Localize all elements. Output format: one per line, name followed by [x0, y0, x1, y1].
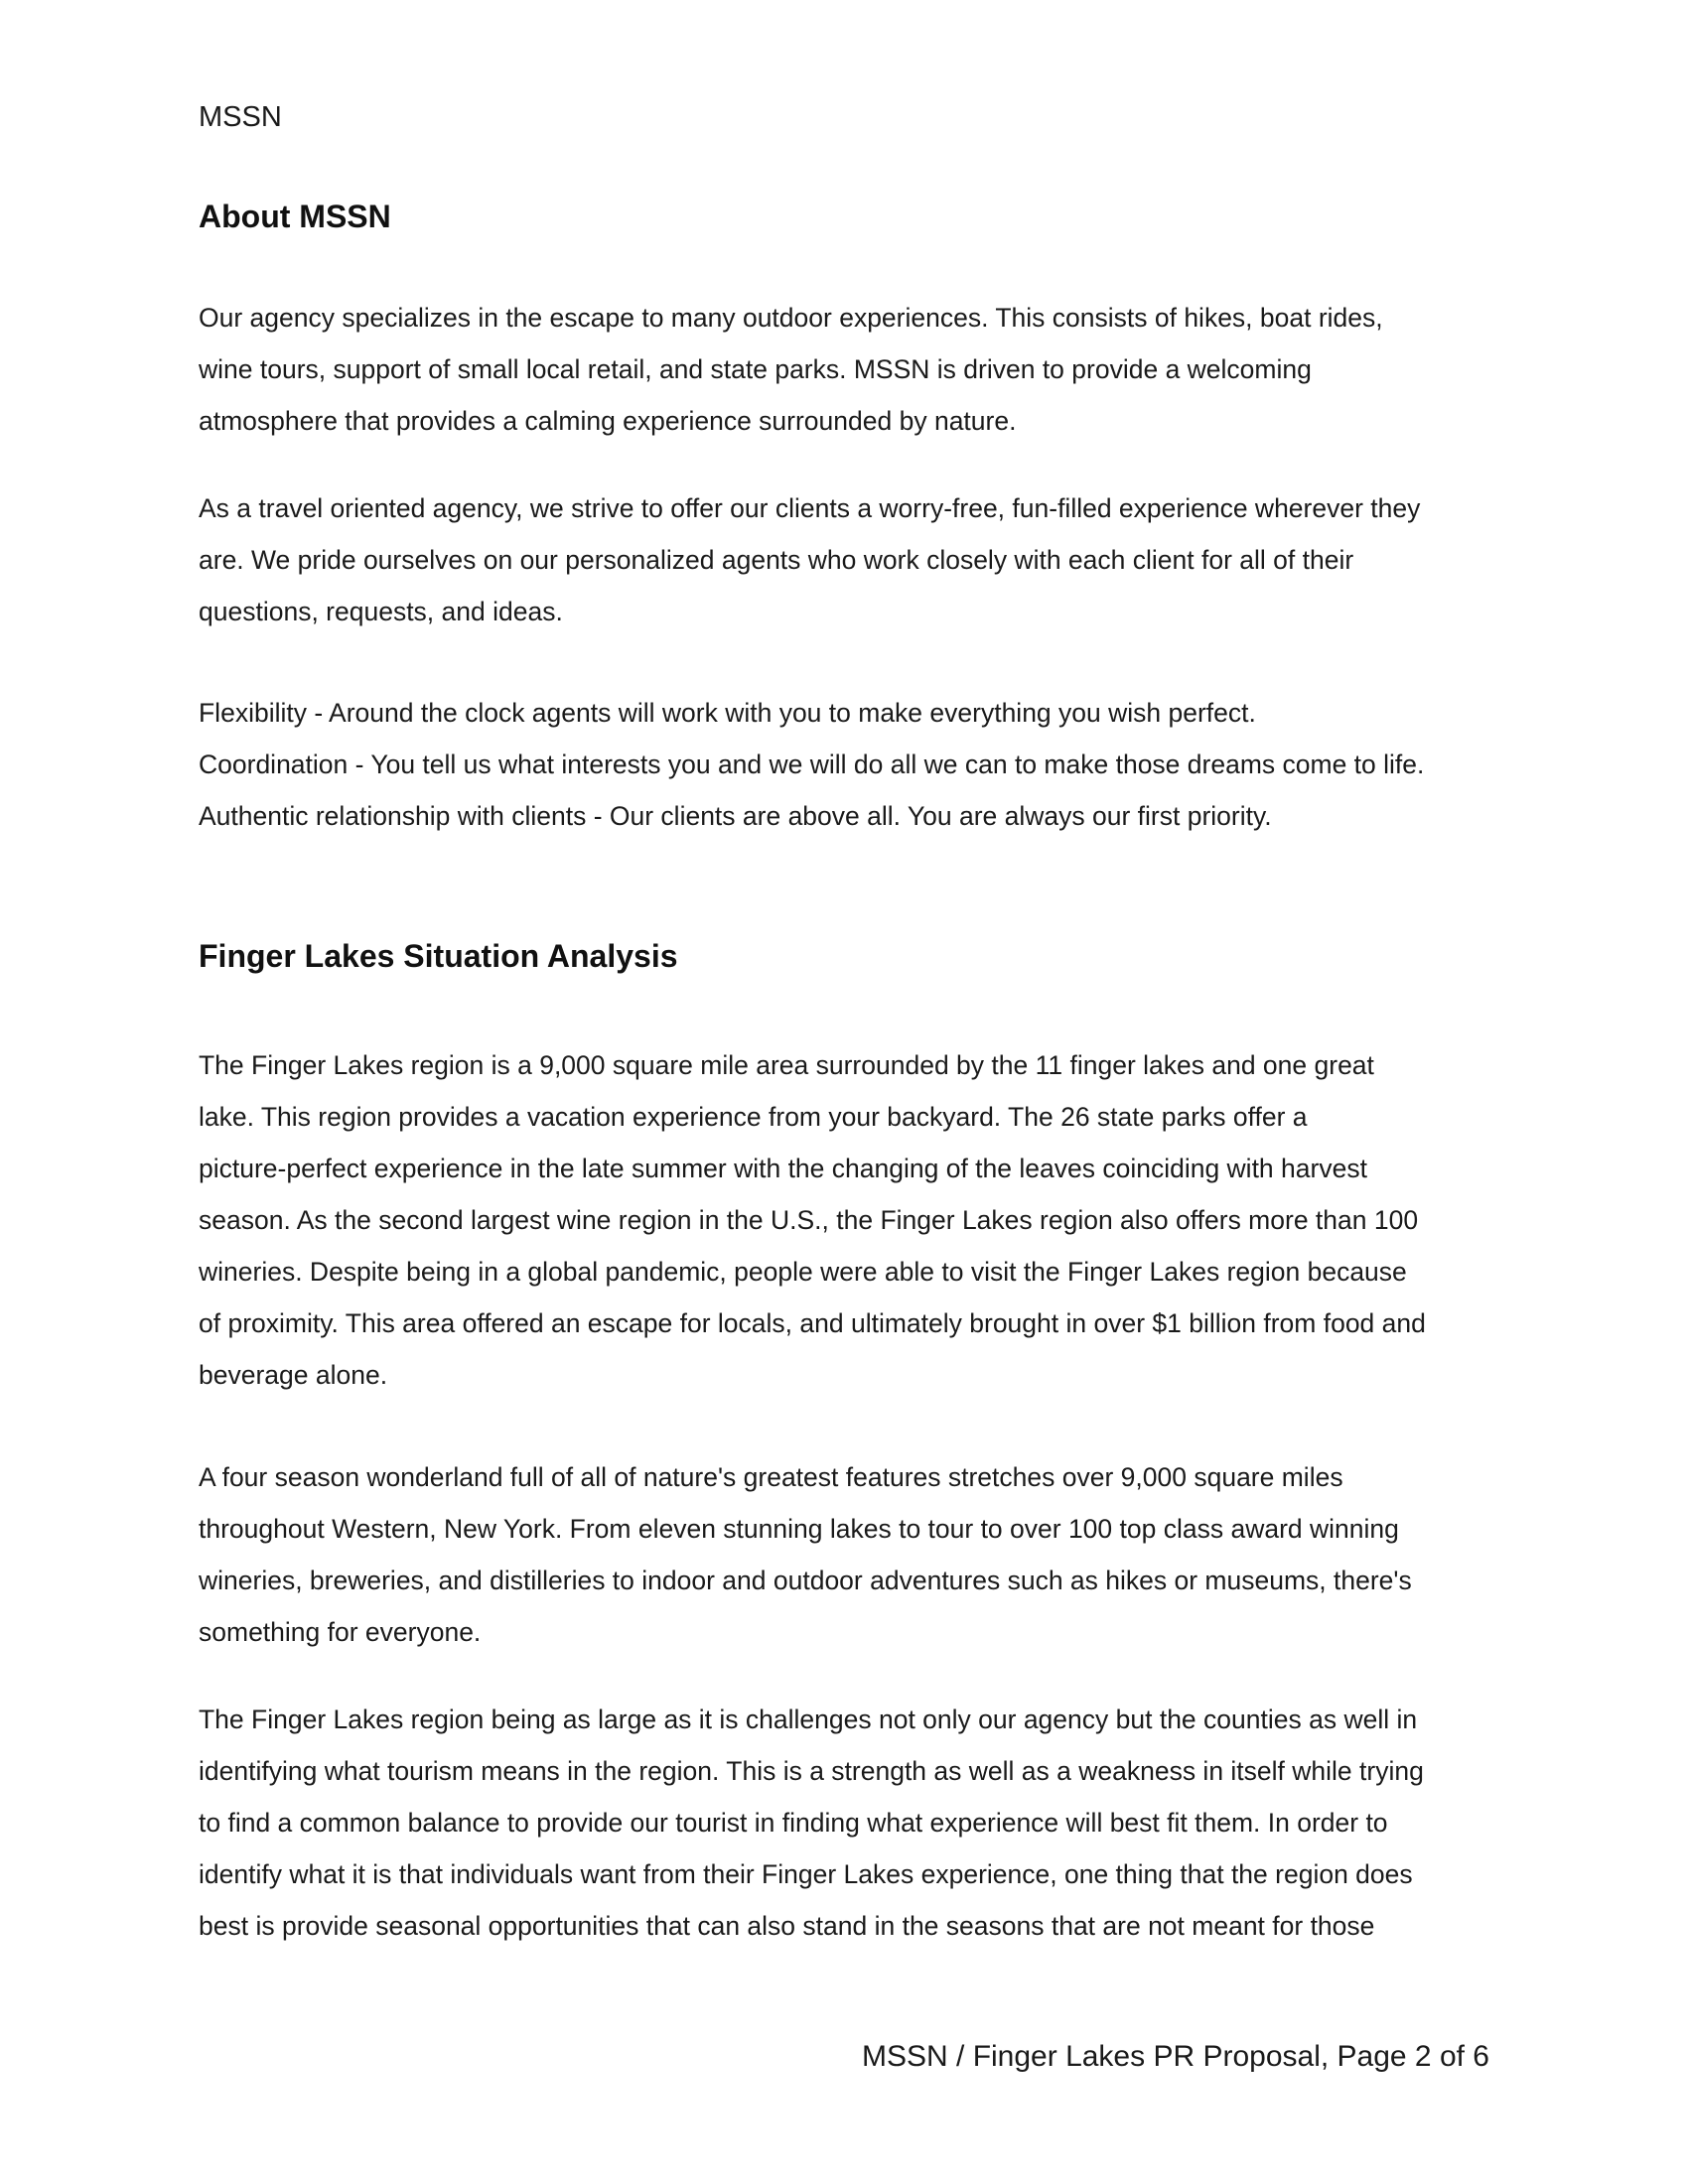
text-line: are. We pride ourselves on our personalized agents who work closely with each client for all of their — [199, 545, 1354, 575]
text-line: Our agency specializes in the escape to many outdoor experiences. This consists of hikes, boat rides, — [199, 303, 1383, 333]
text-line: best is provide seasonal opportunities that can also stand in the seasons that are not meant for those — [199, 1911, 1375, 1941]
text-line: wineries, breweries, and distilleries to indoor and outdoor adventures such as hikes or museums, there's — [199, 1566, 1412, 1595]
text-line: to find a common balance to provide our tourist in finding what experience will best fit them. In order to — [199, 1808, 1388, 1838]
text-line: wineries. Despite being in a global pandemic, people were able to visit the Finger Lakes region because — [199, 1257, 1407, 1287]
situation-paragraph-3 — [199, 1694, 1489, 1952]
text-line: identifying what tourism means in the region. This is a strength as well as a weakness in itself while trying — [199, 1756, 1424, 1786]
situation-heading: Finger Lakes Situation Analysis — [199, 938, 678, 974]
page-footer: MSSN / Finger Lakes PR Proposal, Page 2 of 6 — [862, 2040, 1489, 2073]
text-line: The Finger Lakes region being as large as it is challenges not only our agency but the counties as well in — [199, 1705, 1418, 1734]
situation-paragraph-1 — [199, 1039, 1489, 1401]
value-flexibility: Flexibility - Around the clock agents will work with you to make everything you wish perfect. — [199, 698, 1256, 728]
text-line: season. As the second largest wine region in the U.S., the Finger Lakes region also offers more than 100 — [199, 1205, 1419, 1235]
value-authentic-relationship: Authentic relationship with clients - Our clients are above all. You are always our first priority. — [199, 801, 1272, 831]
text-line: questions, requests, and ideas. — [199, 597, 563, 626]
value-coordination: Coordination - You tell us what interests you and we will do all we can to make those dreams come to life. — [199, 750, 1425, 779]
text-line: beverage alone. — [199, 1360, 388, 1390]
text-line: atmosphere that provides a calming experience surrounded by nature. — [199, 406, 1017, 436]
about-heading: About MSSN — [199, 199, 391, 234]
text-line: something for everyone. — [199, 1617, 482, 1647]
text-line: identify what it is that individuals want from their Finger Lakes experience, one thing that the region does — [199, 1859, 1413, 1889]
text-line: As a travel oriented agency, we strive to offer our clients a worry-free, fun-filled experience wherever they — [199, 493, 1421, 523]
text-line: of proximity. This area offered an escape for locals, and ultimately brought in over $1 billion from food and — [199, 1308, 1426, 1338]
situation-paragraph-2 — [199, 1451, 1489, 1658]
about-paragraph-2 — [199, 482, 1489, 637]
text-line: picture-perfect experience in the late summer with the changing of the leaves coinciding with harvest — [199, 1154, 1367, 1183]
about-values-list — [199, 687, 1489, 842]
about-paragraph-1 — [199, 292, 1489, 447]
text-line: The Finger Lakes region is a 9,000 square mile area surrounded by the 11 finger lakes and one great — [199, 1050, 1374, 1080]
page-header-label: MSSN — [199, 101, 282, 133]
text-line: A four season wonderland full of all of nature's greatest features stretches over 9,000 square miles — [199, 1462, 1343, 1492]
text-line: wine tours, support of small local retail, and state parks. MSSN is driven to provide a welcoming — [199, 354, 1312, 384]
text-line: lake. This region provides a vacation experience from your backyard. The 26 state parks offer a — [199, 1102, 1308, 1132]
text-line: throughout Western, New York. From eleven stunning lakes to tour to over 100 top class award winning — [199, 1514, 1399, 1544]
